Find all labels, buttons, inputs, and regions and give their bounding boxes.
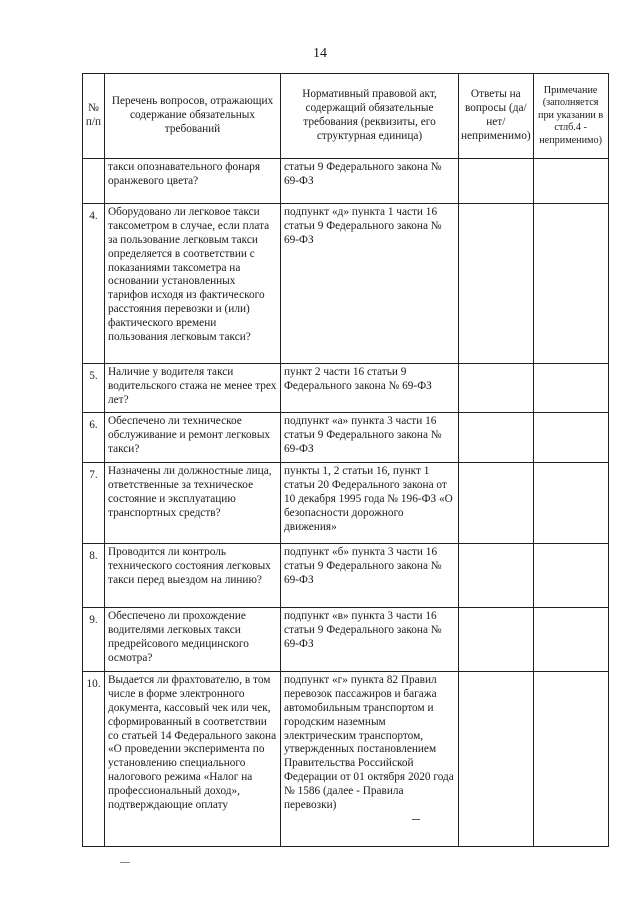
row-legal-act: подпункт «а» пункта 3 части 16 статьи 9 Федерального закона № 69-ФЗ [281,413,459,463]
row-note-cell[interactable] [533,159,608,204]
row-question: такси опознавательного фонаря оранжевого цвета? [105,159,281,204]
row-legal-act: подпункт «д» пункта 1 части 16 статьи 9 Федерального закона № 69-ФЗ [281,204,459,364]
table-row [83,463,609,544]
row-number: 4. [83,204,105,364]
row-note-cell[interactable] [533,413,608,463]
row-note-cell[interactable] [533,608,608,672]
row-number: 5. [83,364,105,413]
row-legal-act: подпункт «б» пункта 3 части 16 статьи 9 Федерального закона № 69-ФЗ [281,544,459,608]
row-note-cell[interactable] [533,204,608,364]
header-number: № п/п [83,74,105,159]
row-answer-cell[interactable] [459,608,534,672]
row-answer-cell[interactable] [459,413,534,463]
table-row [83,204,609,364]
row-question: Наличие у водителя такси водительского стажа не менее трех лет? [105,364,281,413]
row-answer-cell[interactable] [459,544,534,608]
row-answer-cell[interactable] [459,159,534,204]
row-answer-cell[interactable] [459,364,534,413]
table-row [83,413,609,463]
row-legal-act: статьи 9 Федерального закона № 69-ФЗ [281,159,459,204]
scan-mark [412,819,420,820]
row-number: 10. [83,672,105,847]
row-question: Обеспечено ли техническое обслуживание и ремонт легковых такси? [105,413,281,463]
row-number: 9. [83,608,105,672]
row-question: Назначены ли должностные лица, ответственные за техническое состояние и эксплуатацию транспортных средств? [105,463,281,544]
scan-mark [120,858,130,863]
row-number: 8. [83,544,105,608]
row-number: 6. [83,413,105,463]
row-note-cell[interactable] [533,544,608,608]
row-number [83,159,105,204]
page-number: 14 [313,46,327,61]
row-legal-act: пункты 1, 2 статьи 16, пункт 1 статьи 20 Федерального закона от 10 декабря 1995 года № 196-ФЗ «О безопасности дорожного движения» [281,463,459,544]
header-answers: Ответы на вопросы (да/нет/ неприменимо) [459,74,534,159]
row-legal-act: подпункт «г» пункта 82 Правил перевозок пассажиров и багажа автомобильным транспортом и городским наземным электрическим транспортом, утвержденных постановлением Правительства Российской Федерации от 01 октября 2020 года № 1586 (далее - Правила перевозки) [281,672,459,847]
table-row [83,159,609,204]
row-answer-cell[interactable] [459,672,534,847]
row-note-cell[interactable] [533,463,608,544]
row-legal-act: пункт 2 части 16 статьи 9 Федерального закона № 69-ФЗ [281,364,459,413]
row-note-cell[interactable] [533,364,608,413]
row-question: Оборудовано ли легковое такси таксометром в случае, если плата за пользование легковым такси определяется в соответствии с показаниями таксометра на основании установленных тарифов исходя из фактического расстояния перевозки и (или) фактического времени пользования легковым такси? [105,204,281,364]
checklist-table [82,73,609,847]
header-legal-act: Нормативный правовой акт, содержащий обязательные требования (реквизиты, его структурная единица) [281,74,459,159]
row-answer-cell[interactable] [459,204,534,364]
header-note: Примечание (заполняется при указании в стлб.4 - неприменимо) [533,74,608,159]
row-question: Выдается ли фрахтователю, в том числе в форме электронного документа, кассовый чек или чек, сформированный в соответствии со статьей 14 Федерального закона «О проведении эксперимента по установлению специального налогового режима «Налог на профессиональный доход», подтверждающие оплату [105,672,281,847]
table-row [83,608,609,672]
table-header-row [83,74,609,159]
row-legal-act: подпункт «в» пункта 3 части 16 статьи 9 Федерального закона № 69-ФЗ [281,608,459,672]
row-number: 7. [83,463,105,544]
row-question: Проводится ли контроль технического состояния легковых такси перед выездом на линию? [105,544,281,608]
header-questions: Перечень вопросов, отражающих содержание обязательных требований [105,74,281,159]
row-question: Обеспечено ли прохождение водителями легковых такси предрейсового медицинского осмотра? [105,608,281,672]
table-row [83,364,609,413]
row-answer-cell[interactable] [459,463,534,544]
row-note-cell[interactable] [533,672,608,847]
table-row [83,544,609,608]
table-row [83,672,609,847]
